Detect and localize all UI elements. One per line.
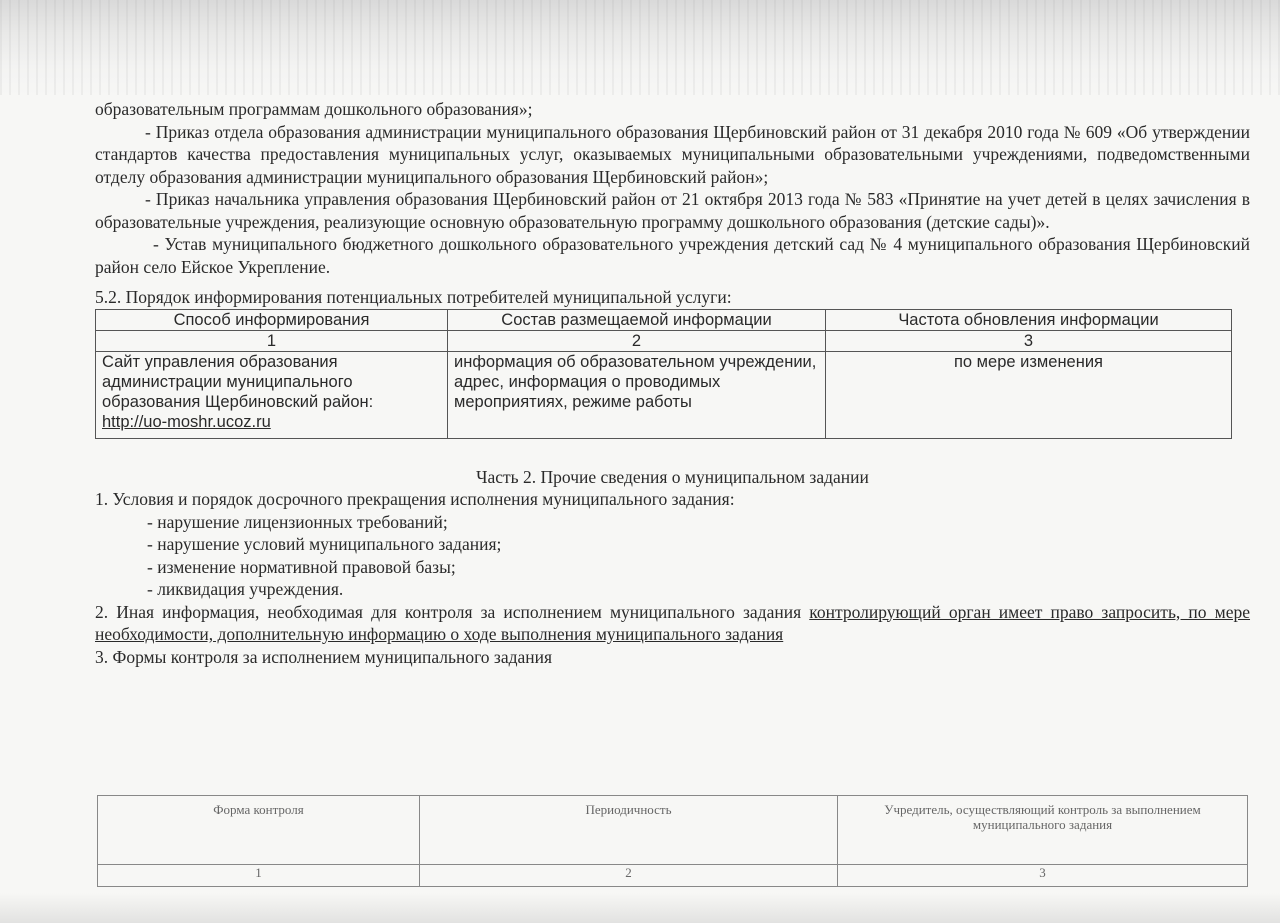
scan-shadow-top (0, 0, 1280, 95)
control-col-number-3: 3 (838, 865, 1248, 887)
document-page (95, 98, 1251, 880)
control-header-periodicity: Периодичность (420, 796, 838, 865)
info-table-header-row (96, 309, 1232, 330)
info-header-method: Способ информирования (96, 309, 448, 330)
info-header-content: Состав размещаемой информации (448, 309, 826, 330)
item2-prefix: 2. Иная информация, необходимая для контроля за исполнением муниципального задания (95, 601, 810, 622)
paragraph-program-end: образовательным программам дошкольного образования»; (95, 99, 533, 119)
info-header-frequency: Частота обновления информации (826, 309, 1232, 330)
list-item: - изменение нормативной правовой базы; (147, 556, 456, 577)
list-item: - нарушение условий муниципального задания; (147, 534, 502, 554)
website-link[interactable]: http://uo-moshr.ucoz.ru (102, 412, 271, 431)
control-header-founder: Учредитель, осуществляющий контроль за выполнением муниципального задания (838, 796, 1248, 865)
info-cell-content: информация об образовательном учреждении, адрес, информация о проводимых мероприятиях, режиме работы (448, 351, 826, 438)
control-table-header-row (98, 796, 1248, 865)
info-table-number-row (96, 330, 1232, 351)
paragraph-order-583: - Приказ начальника управления образования Щербиновский район от 21 октября 2013 года № 583 «Принятие на учет детей в целях зачисления в образовательные учреждения, реализующие основную образовательную программу дошкольного образования (детские сады)». (95, 189, 1250, 232)
info-table (95, 309, 1232, 439)
list-item: - ликвидация учреждения. (147, 579, 344, 599)
part2-item-2 (95, 601, 1250, 646)
part2-item-1: 1. Условия и порядок досрочного прекращения исполнения муниципального задания: (95, 489, 735, 509)
part2-title: Часть 2. Прочие сведения о муниципальном задании (476, 466, 869, 487)
control-col-number-2: 2 (420, 865, 838, 887)
item2-underlined-text: контролирующий орган имеет право запросить, по мере необходимости, дополнительную информацию о ходе выполнения муниципального задания (95, 601, 1251, 644)
info-cell-frequency: по мере изменения (826, 351, 1232, 438)
paragraph-order-609: - Приказ отдела образования администрации муниципального образования Щербиновский район от 31 декабря 2010 года № 609 «Об утверждении стандартов качества предоставления муниципальных услуг, оказываемых муниципальными образовательными учреждениями, подведомственными отделу образования администрации муниципального образования Щербиновский район»; (95, 121, 1250, 187)
control-table (97, 795, 1248, 887)
list-item: - нарушение лицензионных требований; (147, 511, 448, 532)
info-col-number-2: 2 (448, 330, 826, 351)
info-col-number-3: 3 (826, 330, 1232, 351)
control-col-number-1: 1 (98, 865, 420, 887)
paragraph-charter: - Устав муниципального бюджетного дошкольного образовательного учреждения детский сад № 4 муниципального образования Щербиновский район село Ейское Укрепление. (95, 234, 1250, 277)
info-table-row (96, 351, 1232, 438)
control-header-form: Форма контроля (98, 796, 420, 865)
info-cell-method (96, 351, 448, 438)
section-5-2-title: 5.2. Порядок информирования потенциальных потребителей муниципальной услуги: (95, 287, 732, 307)
control-table-number-row (98, 865, 1248, 887)
info-col-number-1: 1 (96, 330, 448, 351)
part2-item-3: 3. Формы контроля за исполнением муниципального задания (95, 646, 553, 667)
info-method-text: Сайт управления образования администрации муниципального образования Щербиновский район: (102, 352, 374, 411)
scan-shadow-bottom (0, 893, 1280, 923)
